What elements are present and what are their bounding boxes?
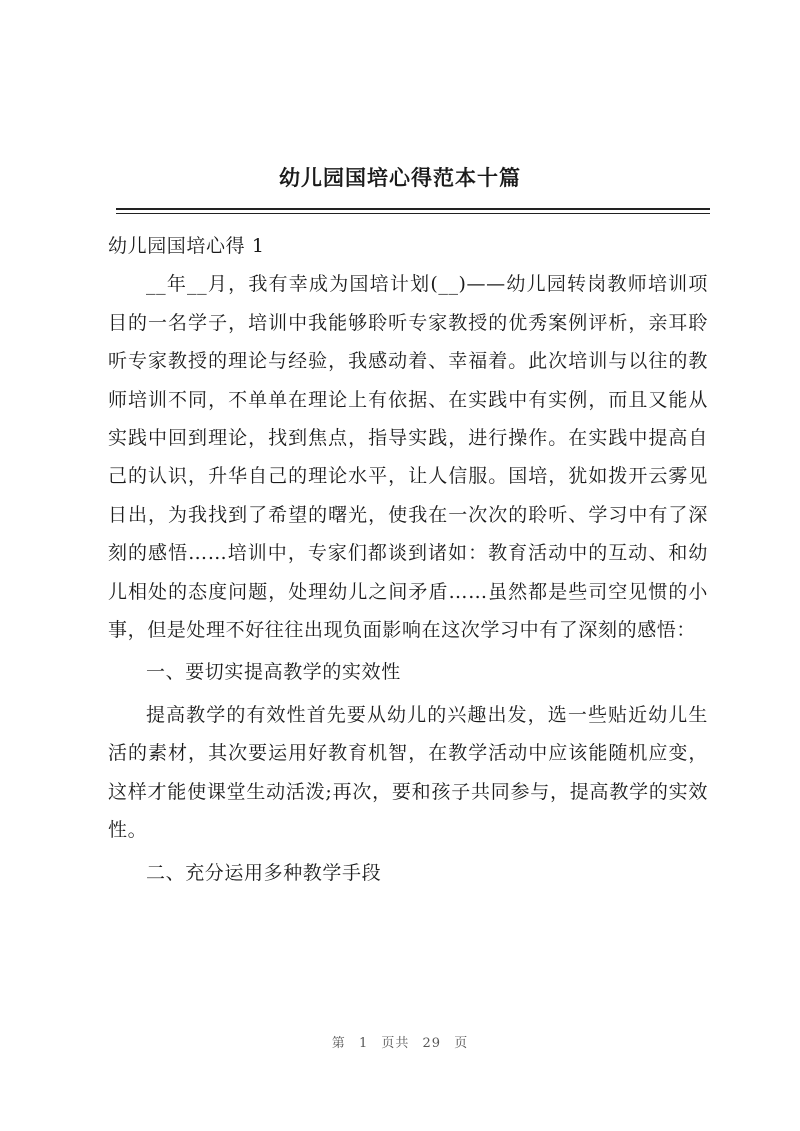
paragraph-intro: __年__月，我有幸成为国培计划(__)——幼儿园转岗教师培训项目的一名学子，培训中我能够聆听专家教授的优秀案例评析，亲耳聆听专家教授的理论与经验，我感动着、幸福着。此次培训与以往的教师培训不同，不单单在理论上有依据、在实践中有实例，而且又能从实践中回到理论，找到焦点，指导实践，进行操作。在实践中提高自己的认识，升华自己的理论水平，让人信服。国培，犹如拨开云雾见日出，为我找到了希望的曙光，使我在一次次的聆听、学习中有了深刻的感悟……培训中，专家们都谈到诸如：教育活动中的互动、和幼儿相处的态度问题，处理幼儿之间矛盾……虽然都是些司空见惯的小事，但是处理不好往往出现负面影响在这次学习中有了深刻的感悟： xyxy=(108,273,708,642)
subheading-one: 一、要切实提高教学的实效性 xyxy=(146,661,401,684)
section-heading: 幼儿园国培心得 1 xyxy=(108,235,265,257)
title-rule xyxy=(116,208,710,210)
document-title: 幼儿园国培心得范本十篇 xyxy=(279,165,521,190)
title-rule-thin xyxy=(116,213,710,214)
paragraph-one: 提高教学的有效性首先要从幼儿的兴趣出发，选一些贴近幼儿生活的素材，其次要运用好教育机智，在教学活动中应该能随机应变，这样才能使课堂生动活泼;再次，要和孩子共同参与，提高教学的实效性。 xyxy=(108,703,708,842)
page-footer xyxy=(0,1032,800,1051)
footer-suffix: 页 xyxy=(454,1036,469,1051)
footer-prefix: 第 xyxy=(331,1036,346,1051)
subheading-two: 二、充分运用多种教学手段 xyxy=(146,861,382,884)
document-body xyxy=(108,227,708,892)
footer-page-number: 1 xyxy=(358,1036,369,1051)
footer-total-pages: 29 xyxy=(422,1036,442,1051)
footer-middle: 页共 xyxy=(381,1036,410,1051)
